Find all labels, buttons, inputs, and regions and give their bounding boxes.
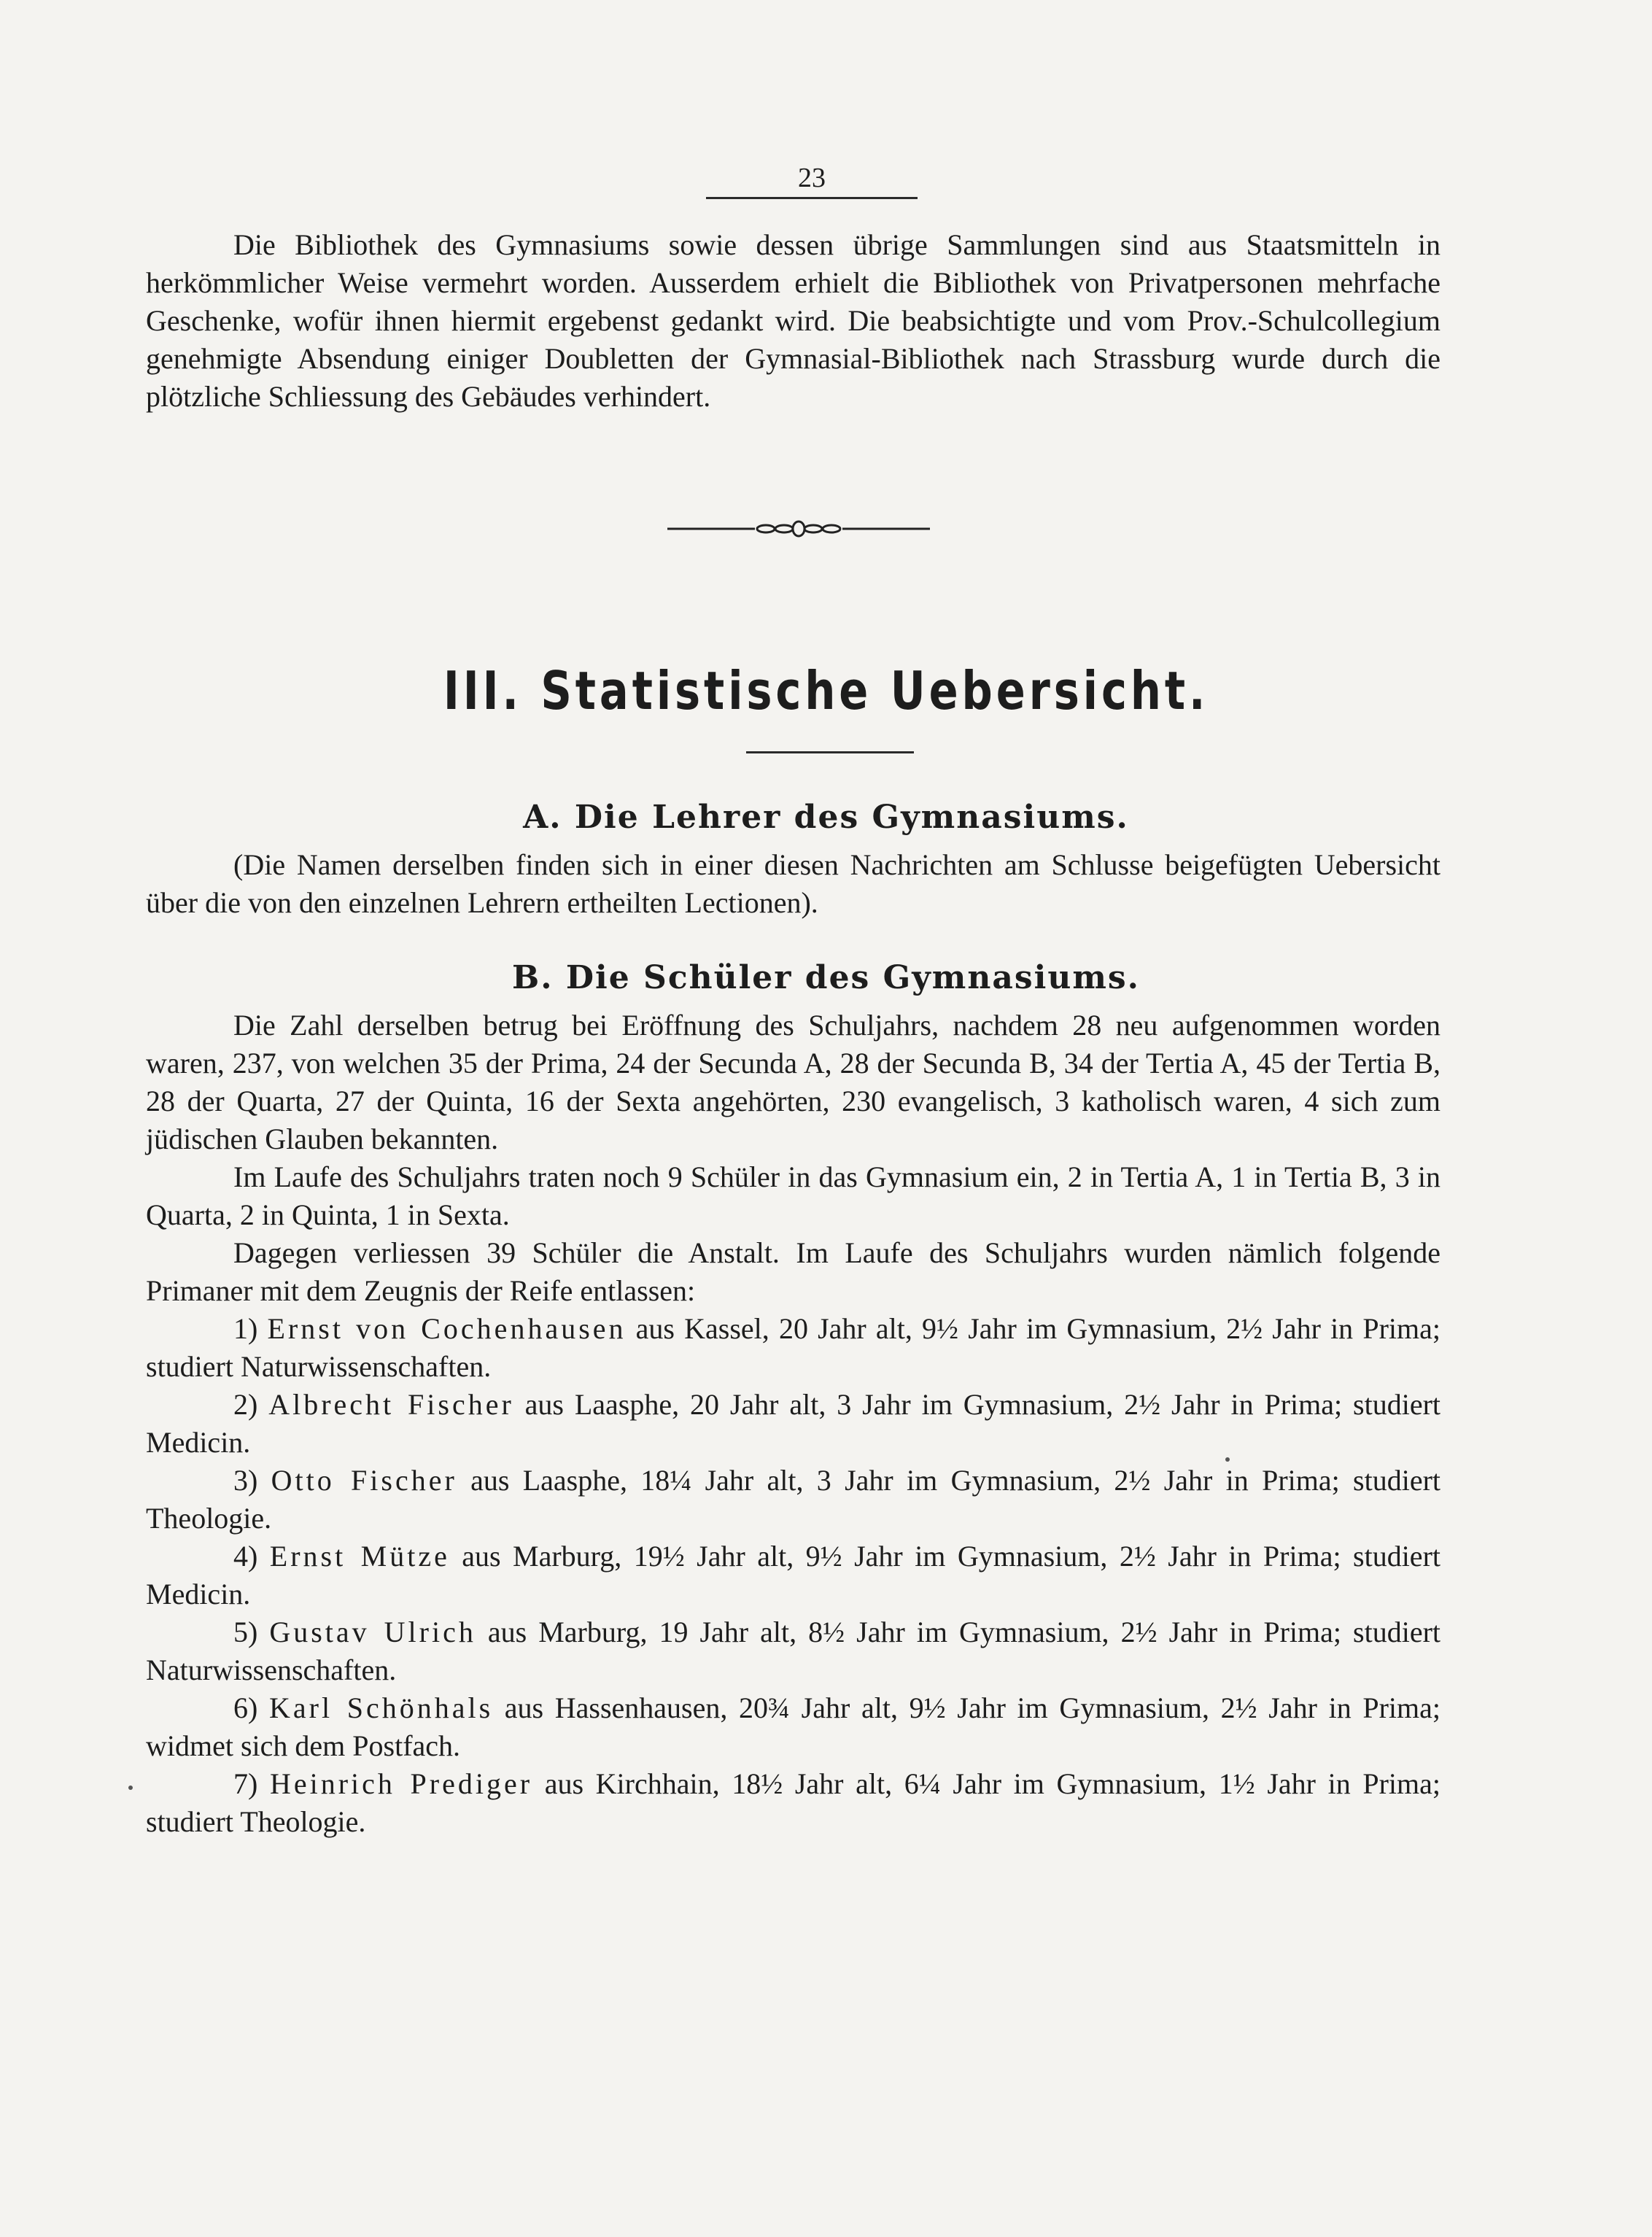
teachers-note: (Die Namen derselben finden sich in einer diesen Nachrichten am Schlusse beigefügten Uebersicht über die von den einzelnen Lehrern ertheilten Lectionen). [146,848,1440,919]
list-item [146,1462,1440,1538]
students-paragraph-3: Dagegen verliessen 39 Schüler die Anstalt. Im Laufe des Schuljahrs wurden nämlich folgende Primaner mit dem Zeugnis der Reife entlassen: [146,1236,1440,1307]
ink-spot [128,1786,133,1790]
list-item [146,1613,1440,1689]
graduates-list [146,1310,1440,1841]
graduate-details: aus Kirchhain, 18½ Jahr alt, 6¼ Jahr im Gymnasium, 1½ Jahr in Prima; studiert Theologie. [146,1767,1441,1838]
graduate-details: aus Laasphe, 18¼ Jahr alt, 3 Jahr im Gymnasium, 2½ Jahr in Prima; studiert Theologie. [146,1464,1441,1535]
graduate-details: aus Kassel, 20 Jahr alt, 9½ Jahr im Gymnasium, 2½ Jahr in Prima; studiert Naturwissenschaften. [146,1312,1440,1383]
ornament-divider [667,519,930,538]
graduate-name: Gustav Ulrich [269,1616,476,1648]
heading-students: B. Die Schüler des Gymnasiums. [512,959,1140,996]
graduate-name: Ernst Mütze [269,1540,450,1573]
list-item [146,1310,1440,1386]
graduate-name: Karl Schönhals [268,1691,494,1724]
students-paragraph-2: Im Laufe des Schuljahrs traten noch 9 Schüler in das Gymnasium ein, 2 in Tertia A, 1 in Tertia B, 3 in Quarta, 2 in Quinta, 1 in Sexta. [146,1160,1440,1231]
title-rule [746,751,914,753]
item-number: 1) [233,1312,258,1345]
graduate-details: aus Marburg, 19 Jahr alt, 8½ Jahr im Gymnasium, 2½ Jahr in Prima; studiert Naturwissenschaften. [146,1616,1440,1686]
graduate-details: aus Marburg, 19½ Jahr alt, 9½ Jahr im Gymnasium, 2½ Jahr in Prima; studiert Medicin. [146,1540,1440,1610]
list-item [146,1765,1440,1841]
graduate-name: Heinrich Prediger [269,1767,533,1800]
item-number: 4) [233,1540,258,1573]
item-number: 5) [233,1616,258,1648]
list-item [146,1538,1440,1613]
graduate-name: Albrecht Fischer [268,1388,514,1421]
ink-spot [1225,1457,1230,1462]
graduate-name: Ernst von Cochenhausen [267,1312,627,1345]
library-paragraph: Die Bibliothek des Gymnasiums sowie dessen übrige Sammlungen sind aus Staatsmitteln in herkömmlicher Weise vermehrt worden. Ausserdem erhielt die Bibliothek von Privatpersonen mehrfache Geschenke, wofür ihnen hiermit ergebenst gedankt wird. Die beabsichtigte und vom Prov.-Schulcollegium genehmigte Absendung einiger Doubletten der Gymnasial-Bibliothek nach Strassburg wurde durch die plötzliche Schliessung des Gebäudes verhindert. [146,228,1440,413]
graduate-name: Otto Fischer [271,1464,457,1497]
section-title: III. Statistische Uebersicht. [443,660,1209,721]
list-item [146,1386,1440,1462]
item-number: 2) [233,1388,258,1421]
item-number: 6) [233,1691,258,1724]
students-paragraph-1: Die Zahl derselben betrug bei Eröffnung des Schuljahrs, nachdem 28 neu aufgenommen worden waren, 237, von welchen 35 der Prima, 24 der Secunda A, 28 der Secunda B, 34 der Tertia A, 45 der Tertia B, 28 der Quarta, 27 der Quinta, 16 der Sexta angehörten, 230 evangelisch, 3 katholisch waren, 4 sich zum jüdischen Glauben bekannten. [146,1009,1440,1155]
item-number: 3) [233,1464,258,1497]
students-section [146,1007,1440,1841]
item-number: 7) [233,1767,258,1800]
page-number: 23 [798,163,826,193]
heading-teachers: A. Die Lehrer des Gymnasiums. [523,799,1129,836]
list-item [146,1689,1440,1765]
teachers-section [146,846,1440,922]
header-rule [706,197,918,199]
graduate-details: aus Hassenhausen, 20¾ Jahr alt, 9½ Jahr im Gymnasium, 2½ Jahr in Prima; widmet sich dem Postfach. [146,1691,1441,1762]
graduate-details: aus Laasphe, 20 Jahr alt, 3 Jahr im Gymnasium, 2½ Jahr in Prima; studiert Medicin. [146,1388,1441,1459]
library-section [146,226,1440,416]
